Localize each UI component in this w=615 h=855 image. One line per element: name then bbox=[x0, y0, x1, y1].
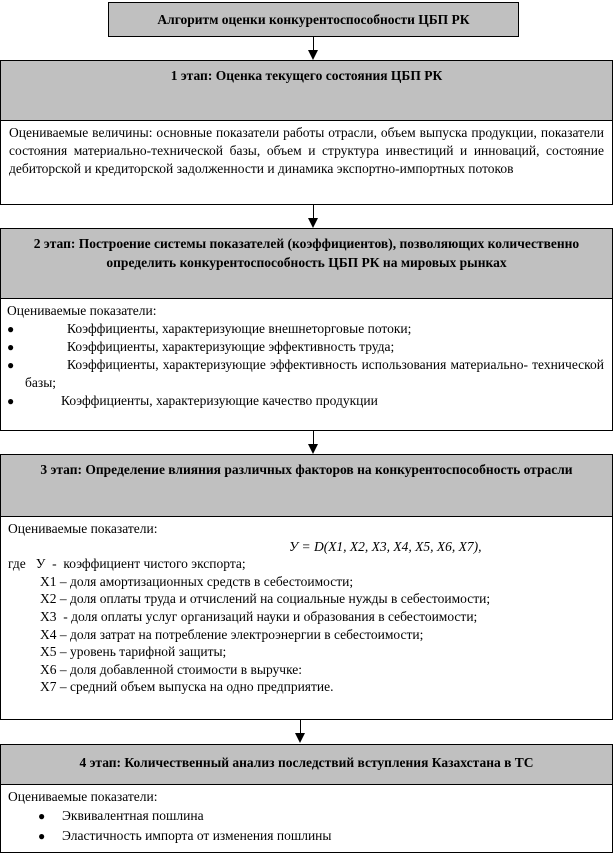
bullet-icon: ● bbox=[7, 394, 15, 408]
variable-item: X4 – доля затрат на потребление электроэнергии в себестоимости; bbox=[40, 626, 424, 642]
stage4-box bbox=[0, 744, 613, 853]
stage3-header: 3 этап: Определение влияния различных факторов на конкурентоспособность отрасли bbox=[1, 455, 612, 517]
variable-item: X7 – средний объем выпуска на одно предприятие. bbox=[40, 679, 334, 695]
diagram-title: Алгоритм оценки конкурентоспособности ЦБП РК bbox=[157, 12, 470, 27]
variable-item: X5 – уровень тарифной защиты; bbox=[40, 644, 227, 660]
title-box bbox=[108, 2, 519, 37]
list-item: ● Коэффициенты, характеризующие эффективность труда; bbox=[7, 339, 395, 354]
stage4-header: 4 этап: Количественный анализ последствий вступления Казахстана в ТС bbox=[1, 745, 612, 785]
stage4-intro: Оцениваемые показатели: bbox=[8, 789, 158, 804]
variable-item: X6 – доля добавленной стоимости в выручке: bbox=[40, 661, 303, 677]
formula-where: где У - коэффициент чистого экспорта; bbox=[8, 556, 246, 572]
list-item: ● Коэффициенты, характеризующие эффективность использования материально- технической базы; bbox=[7, 357, 604, 390]
bullet-icon: ● bbox=[38, 809, 46, 823]
list-item: ● Эквивалентная пошлина bbox=[8, 806, 604, 826]
stage2-header: 2 этап: Построение системы показателей (коэффициентов), позволяющих количественно определить конкурентоспособность ЦБП РК на мировых рынках bbox=[1, 229, 612, 299]
stage1-header: 1 этап: Оценка текущего состояния ЦБП РК bbox=[1, 61, 612, 121]
stage1-box bbox=[0, 60, 613, 205]
variable-item: X2 – доля оплаты труда и отчислений на социальные нужды в себестоимости; bbox=[40, 591, 491, 607]
stage1-body: Оцениваемые величины: основные показатели работы отрасли, объем выпуска продукции, показатели состояния материально-технической базы, объем и структура инвестиций и инноваций, состояние дебиторской и кредиторской задолженности и динамика экспортно-импортных потоков bbox=[9, 125, 604, 176]
variable-item: X1 – доля амортизационных средств в себестоимости; bbox=[40, 573, 354, 589]
stage3-box bbox=[0, 454, 613, 720]
list-item: ● Эластичность импорта от изменения пошлины bbox=[8, 826, 604, 846]
list-item: ● Коэффициенты, характеризующие внешнеторговые потоки; bbox=[7, 321, 412, 336]
stage2-box bbox=[0, 228, 613, 431]
variable-item: X3 - доля оплаты услуг организаций науки и образования в себестоимости; bbox=[40, 608, 478, 624]
bullet-icon: ● bbox=[7, 358, 15, 372]
stage2-intro: Оцениваемые показатели: bbox=[7, 303, 157, 318]
stage3-intro: Оцениваемые показатели: bbox=[8, 521, 158, 536]
bullet-icon: ● bbox=[7, 340, 15, 354]
formula: У = D(X1, X2, X3, X4, X5, X6, X7), bbox=[289, 538, 482, 554]
bullet-icon: ● bbox=[7, 322, 15, 336]
list-item: ● Коэффициенты, характеризующие качество продукции bbox=[7, 393, 378, 408]
bullet-icon: ● bbox=[38, 829, 46, 843]
